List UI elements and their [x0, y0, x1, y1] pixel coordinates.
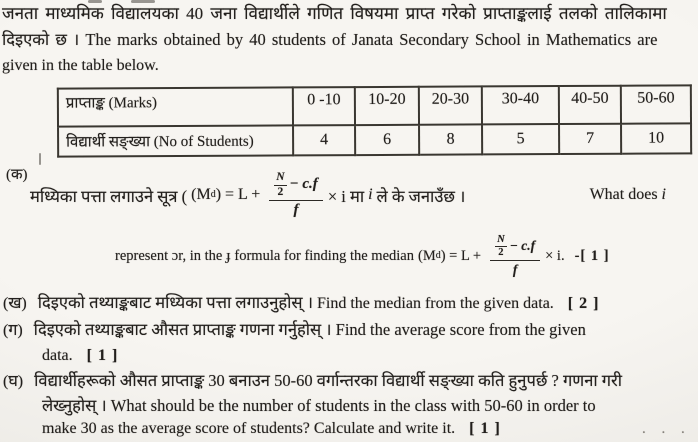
question-gha-label: (घ) — [3, 373, 24, 390]
question-ka-marks: -[ 1 ] — [574, 247, 610, 264]
student-count-cell: 7 — [559, 124, 621, 154]
question-gha-text: विद्यार्थीहरूको औसत प्राप्ताङ्क 30 बनाउन 50-60 वर्गान्तरका विद्यार्थी सङ्ख्या कति हुनुपर्छ ? गणना गरी — [34, 371, 623, 390]
subscript-d: d — [210, 189, 216, 200]
question-ka-formula-line — [30, 167, 670, 223]
question-ka-after-i: ले के जनाउँछ । — [376, 186, 466, 206]
question-gha-line2 — [42, 394, 596, 419]
median-fraction: N 2 − c.f f — [490, 234, 540, 278]
question-kha-english: Find the median from the given data. — [316, 295, 554, 312]
question-ka-line2-after: × i. — [545, 247, 565, 264]
student-count-cell: 4 — [293, 125, 355, 155]
question-ka-line2-text: represent ɔr, in the ɟ formula for finding the median — [115, 247, 414, 264]
students-row-label: विद्यार्थी सङ्ख्या (No of Students) — [58, 125, 293, 156]
scan-artifact-dots: . . . — [642, 421, 691, 437]
question-kha-label: (ख) — [3, 295, 27, 312]
question-ga-line2 — [42, 344, 118, 368]
variable-i: i — [368, 186, 373, 203]
student-count-cell: 5 — [482, 124, 559, 154]
scan-artifact — [39, 153, 41, 165]
question-kha — [3, 291, 693, 316]
question-ka-lead: मध्यिका पत्ता लगाउने सूत्र ( — [30, 186, 188, 206]
question-ka-formula-line2 — [115, 230, 687, 282]
question-ga-text-cont: data. — [42, 347, 73, 364]
question-ga-text: दिइएको तथ्याङ्कबाट औसत प्राप्ताङ्क गणना गर्नुहोस् । Find the average score from the given — [33, 320, 586, 339]
question-kha-nepali: दिइएको तथ्याङ्कबाट मध्यिका पत्ता लगाउनुहोस् । — [37, 293, 313, 312]
marks-range-cell: 40-50 — [559, 86, 621, 124]
question-ga-label: (ग) — [3, 322, 23, 339]
n-over-2: N 2 — [497, 233, 505, 258]
marks-range-cell: 30-40 — [482, 86, 559, 124]
question-gha-line1 — [3, 369, 695, 394]
median-symbol: (M d ) = L + — [417, 247, 482, 264]
intro-line-english: given in the table below. — [2, 57, 159, 74]
student-count-cell: 8 — [419, 124, 482, 154]
student-count-cell: 6 — [355, 125, 419, 155]
table-row-marks — [58, 85, 691, 126]
n-over-2: N 2 — [276, 171, 285, 198]
marks-range-cell: 0 -10 — [293, 87, 355, 125]
question-gha-marks: [ 1 ] — [469, 420, 501, 437]
marks-range-cell: 50-60 — [621, 85, 691, 123]
marks-range-cell: 10-20 — [355, 87, 419, 125]
median-symbol: (M d ) = L + — [191, 186, 261, 203]
subscript-d: d — [435, 250, 441, 261]
variable-i: i — [661, 186, 666, 203]
question-ka-english: What does — [589, 186, 658, 203]
question-kha-marks: [ 2 ] — [567, 295, 600, 312]
intro-line-nepali: जनता माध्यमिक विद्यालयका 40 जना विद्यार्थीले गणित विषयमा प्राप्त गरेको प्राप्ताङ्कलाई तलको तालिकामा — [2, 4, 667, 23]
question-gha-text-cont2: make 30 as the average score of students? Calculate and write it. — [42, 420, 456, 437]
marks-row-label: प्राप्ताङ्क (Marks) — [58, 87, 293, 126]
question-ka-label: (क) — [6, 167, 28, 183]
question-ga-line1 — [3, 318, 693, 343]
marks-range-cell: 20-30 — [419, 86, 482, 124]
question-gha-line3 — [42, 417, 501, 441]
question-ka-after-frac: × i मा — [327, 186, 365, 206]
median-fraction: N 2 − c.f f — [269, 171, 323, 218]
table-row-students — [58, 123, 691, 156]
marks-frequency-table — [57, 84, 692, 157]
intro-line-mixed: दिइएको छ । The marks obtained by 40 students of Janata Secondary School in Mathematics are — [2, 30, 658, 49]
question-ga-marks: [ 1 ] — [86, 347, 119, 364]
student-count-cell: 10 — [621, 123, 691, 153]
question-gha-text-cont: लेख्नुहोस् । What should be the number of students in the class with 50-60 in order to — [42, 396, 596, 415]
